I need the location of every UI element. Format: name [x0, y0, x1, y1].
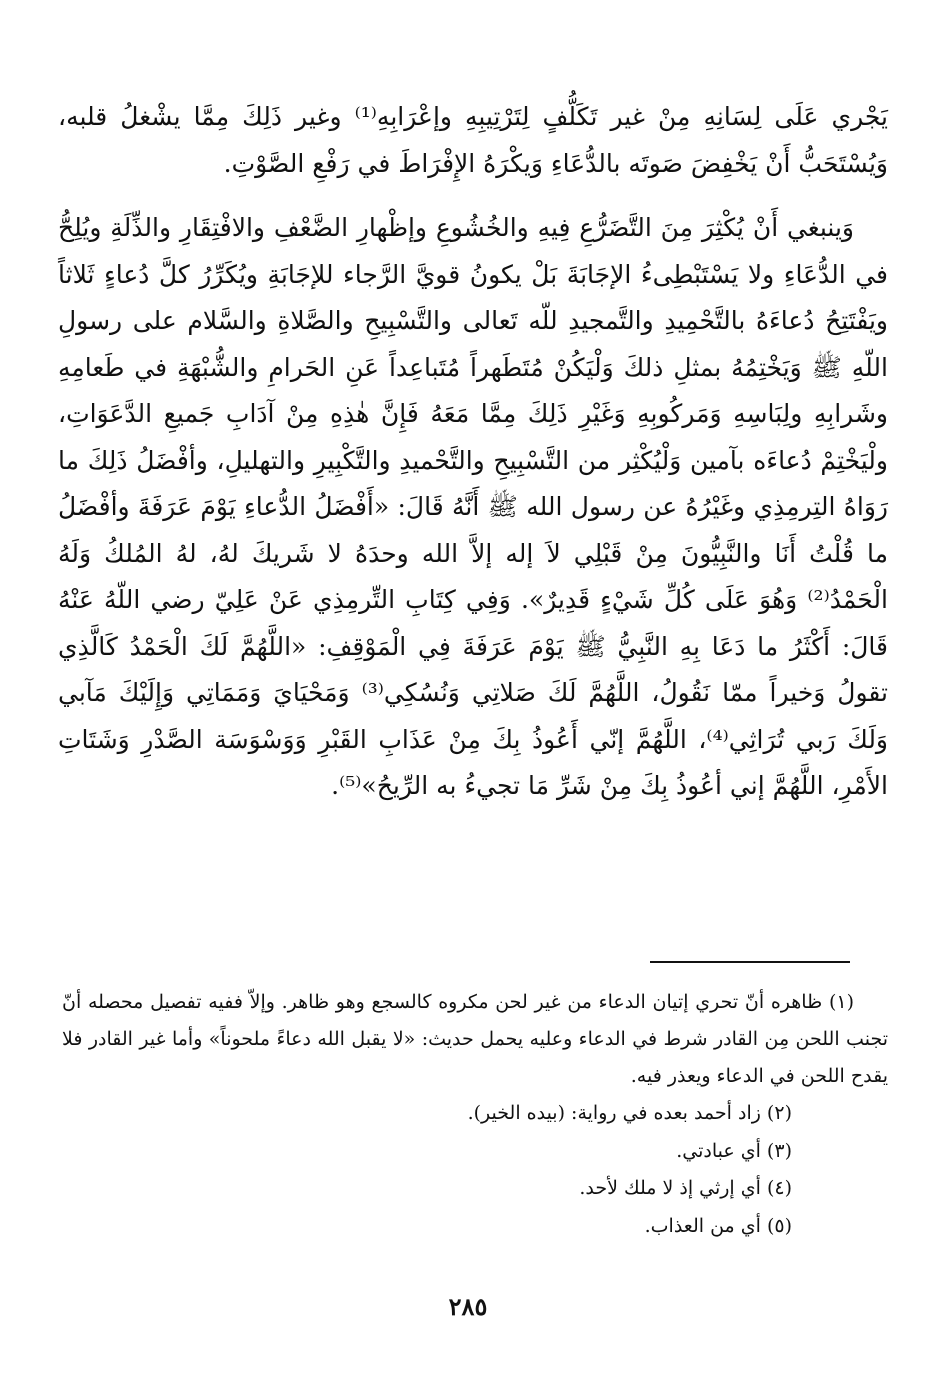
footnote-4: (٤) أي إرثي إذ لا ملك لأحد. [579, 1177, 792, 1199]
footnote-2: (٢) زاد أحمد بعده في رواية: (بيده الخير). [467, 1102, 792, 1124]
footnotes [62, 984, 888, 1245]
footnote-5: (٥) أي من العذاب. [644, 1214, 792, 1237]
main-text-body [58, 94, 888, 810]
paragraph-1: يَجْري عَلَى لِسَانِهِ مِنْ غير تَكَلُّفٍ لِتَرْتِيبِهِ وإعْرَابِهِ⁽¹⁾ وغير ذَلِكَ مِمَّا يشْغلُ قلبه، وَيُسْتَحَبُّ أَنْ يَخْفِضَ صَوتَه بالدُّعَاءِ وَيكْرَهُ الإِفْرَاطَ في رَفْعِ الصَّوْتِ. [58, 102, 888, 178]
footnote-1: (١) ظاهره أنّ تحري إتيان الدعاء من غير لحن مكروه كالسجع وهو ظاهر. وإلاّ ففيه تفصيل محصله أنّ تجنب اللحن مِن القادر شرط في الدعاء وعليه يحمل حديث: «لا يقبل الله دعاءً ملحوناً» وأما غير القادر فلا يقدح اللحن في الدعاء ويعذر فيه. [62, 991, 888, 1087]
footnote-divider [650, 961, 850, 963]
footnote-3: (٣) أي عبادتي. [676, 1139, 792, 1162]
page-number: ٢٨٥ [448, 1292, 488, 1321]
main-text [58, 94, 888, 810]
paragraph-2: وَينبغي أَنْ يُكْثِرَ مِنَ التَّضَرُّعِ فِيهِ والخُشُوعِ وإظْهارِ الضَّعْفِ والافْتِقَارِ والذِّلَةِ ويُلِحُّ في الدُّعَاءِ ولا يَسْتَبْطِىءُ الإجَابَةَ بَلْ يكونُ قويَّ الرَّجاء للإجَابَةِ ويُكَرِّرُ كلَّ دُعاءٍ ثَلاثاً ويَفْتَتِحُ دُعاءَهُ بالتَّحْمِيدِ والتَّمجيدِ للّه تَعالى والتَّسْبِيحِ والصَّلاةِ والسَّلام على رسولِ اللّهِ ﷺ وَيَخْتِمُهُ بمثلِ ذلكَ وَلْيَكُنْ مُتَطَهراً مُتَباعِداً عَنِ الحَرامِ والشُّبْهَةِ في طَعامِهِ وشَرابِهِ ولِبَاسِهِ وَمَركُوبِهِ وَغَيْرِ ذَلِكَ مِمَّا مَعَهُ فَإِنَّ هٰذِهِ مِنْ آدَابِ جَميعِ الدَّعَوَاتِ، ولْيَخْتِمْ دُعاءَه بآمين وَلْيُكْثِر من التَّسْبِيحِ والتَّحْميدِ والتَّكْبِيرِ والتهليلِ، وأفْضَلُ ذَلِكَ ما رَوَاهُ التِرمِذِي وغَيْرُهُ عن رسول الله ﷺ أَنَّهُ قَالَ: «أَفْضَلُ الدُّعاءِ يَوْمَ عَرَفَةَ وأفْضَلُ ما قُلْتُ أَنَا والنَّبِيُّونَ مِنْ قَبْلِي لاَ إله إلاَّ الله وحدَهُ لا شَريكَ لهُ، لهُ المُلكُ وَلَهُ الْحَمْدُ⁽²⁾ وَهُوَ عَلَى كُلِّ شَيْءٍ قَدِيرٌ». وَفِي كِتَابِ التِّرمِذِي عَنْ عَلِيّ رضي اللّهُ عَنْهُ قَالَ: أَكْثَرُ ما دَعَا بِهِ النَّبِيُّ ﷺ يَوْمَ عَرَفَةَ فِي الْمَوْقِفِ: «اللَّهُمَّ لَكَ الْحَمْدُ كَالَّذِي تقولُ وَخيراً ممّا نَقُولُ، اللَّهُمَّ لَكَ صَلاتِي وَنُسُكِي⁽³⁾ وَمَحْيَايَ وَمَمَاتِي وَإِلَيْكَ مَآبي وَلَكَ رَبي تُرَاثِي⁽⁴⁾، اللَّهُمَّ إنّي أَعُوذُ بِكَ مِنْ عَذَابِ القَبْرِ وَوَسْوَسَة الصَّدْرِ وَشَتَاتِ الأَمْرِ، اللَّهُمَّ إني أعُوذُ بِكَ مِنْ شَرِّ مَا تجيءُ به الرِّيحُ»⁽⁵⁾. [58, 213, 889, 800]
